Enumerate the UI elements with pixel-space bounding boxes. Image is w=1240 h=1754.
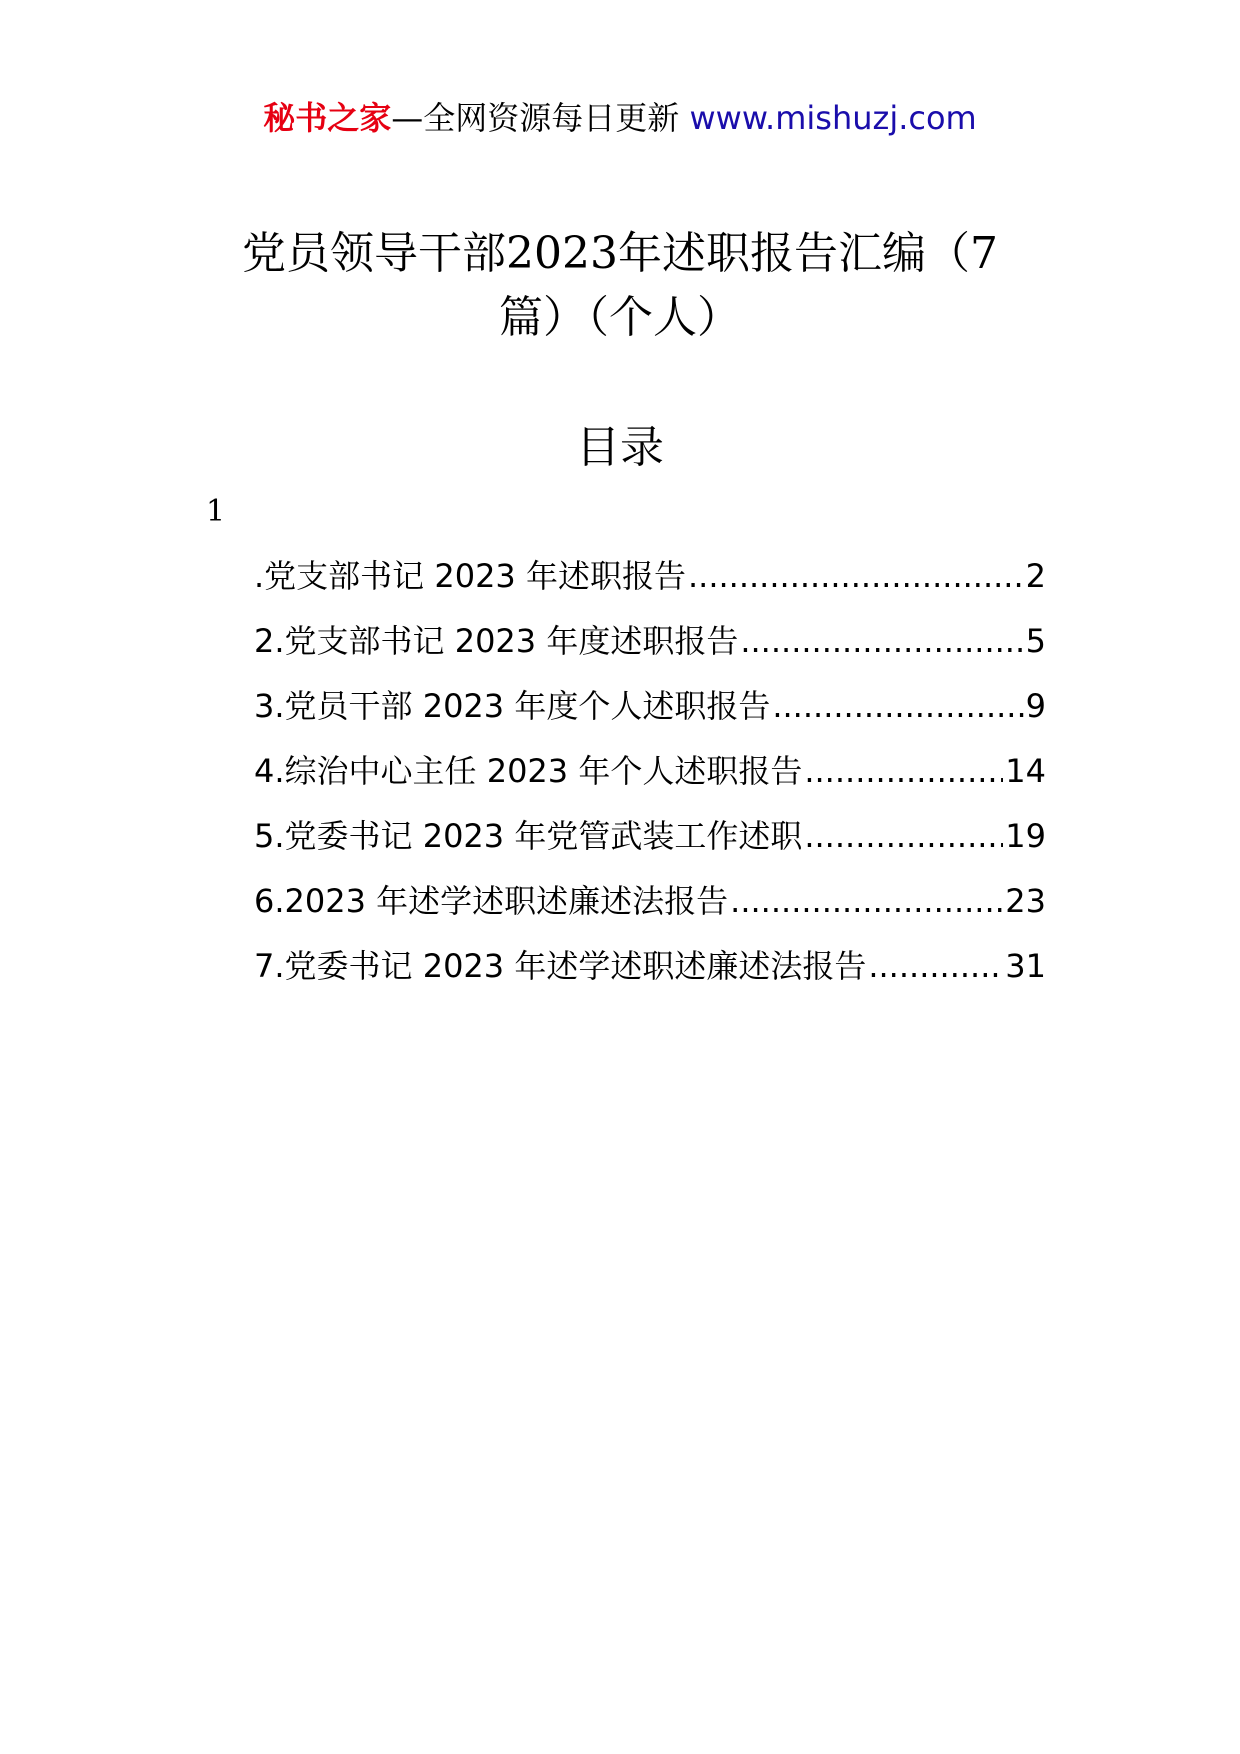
toc-entry-page: 31 — [1005, 947, 1046, 985]
toc-entry-page: 5 — [1025, 622, 1046, 660]
toc-dot-leader — [804, 751, 1003, 791]
toc-entry-5[interactable] — [254, 816, 1046, 881]
title-year: 2023 — [506, 228, 618, 279]
toc-entry-page: 14 — [1005, 752, 1046, 790]
toc-entry-1[interactable] — [254, 556, 1046, 621]
toc-entry-title: 7.党委书记 2023 年述学述职述廉述法报告 — [254, 947, 867, 985]
toc-entry-page: 2 — [1025, 557, 1046, 595]
toc-entry-3[interactable] — [254, 686, 1046, 751]
toc-dot-leader — [688, 556, 1024, 596]
document-title — [210, 222, 1030, 350]
toc-entry-title: 4.综治中心主任 2023 年个人述职报告 — [254, 752, 803, 790]
site-header — [0, 96, 1240, 140]
list-number-marker: 1 — [206, 494, 226, 529]
toc-dot-leader — [730, 881, 1003, 921]
table-of-contents — [254, 556, 1046, 1011]
brand-name: 秘书之家 — [263, 99, 392, 137]
toc-dot-leader — [740, 621, 1023, 661]
title-count: 7 — [969, 228, 998, 279]
header-tagline: —全网资源每日更新 — [391, 99, 680, 137]
toc-entry-page: 19 — [1005, 817, 1046, 855]
toc-entry-6[interactable] — [254, 881, 1046, 946]
title-part-2: 年述职报告汇编（ — [617, 228, 970, 279]
toc-entry-title: 3.党员干部 2023 年度个人述职报告 — [254, 687, 771, 725]
toc-entry-title: 5.党委书记 2023 年党管武装工作述职 — [254, 817, 803, 855]
site-url-link[interactable]: www.mishuzj.com — [689, 99, 977, 137]
title-part-3: 篇）（个人） — [499, 292, 741, 343]
toc-dot-leader — [804, 816, 1003, 856]
toc-entry-7[interactable] — [254, 946, 1046, 1011]
toc-heading: 目录 — [576, 422, 664, 473]
toc-entry-page: 23 — [1005, 882, 1046, 920]
toc-entry-4[interactable] — [254, 751, 1046, 816]
toc-entry-2[interactable] — [254, 621, 1046, 686]
toc-dot-leader — [868, 946, 1003, 986]
toc-dot-leader — [772, 686, 1023, 726]
toc-entry-title: 6.2023 年述学述职述廉述法报告 — [254, 882, 729, 920]
toc-entry-page: 9 — [1025, 687, 1046, 725]
toc-entry-title: 2.党支部书记 2023 年度述职报告 — [254, 622, 739, 660]
toc-entry-title: .党支部书记 2023 年述职报告 — [254, 557, 686, 595]
title-part-1: 党员领导干部 — [242, 228, 506, 279]
